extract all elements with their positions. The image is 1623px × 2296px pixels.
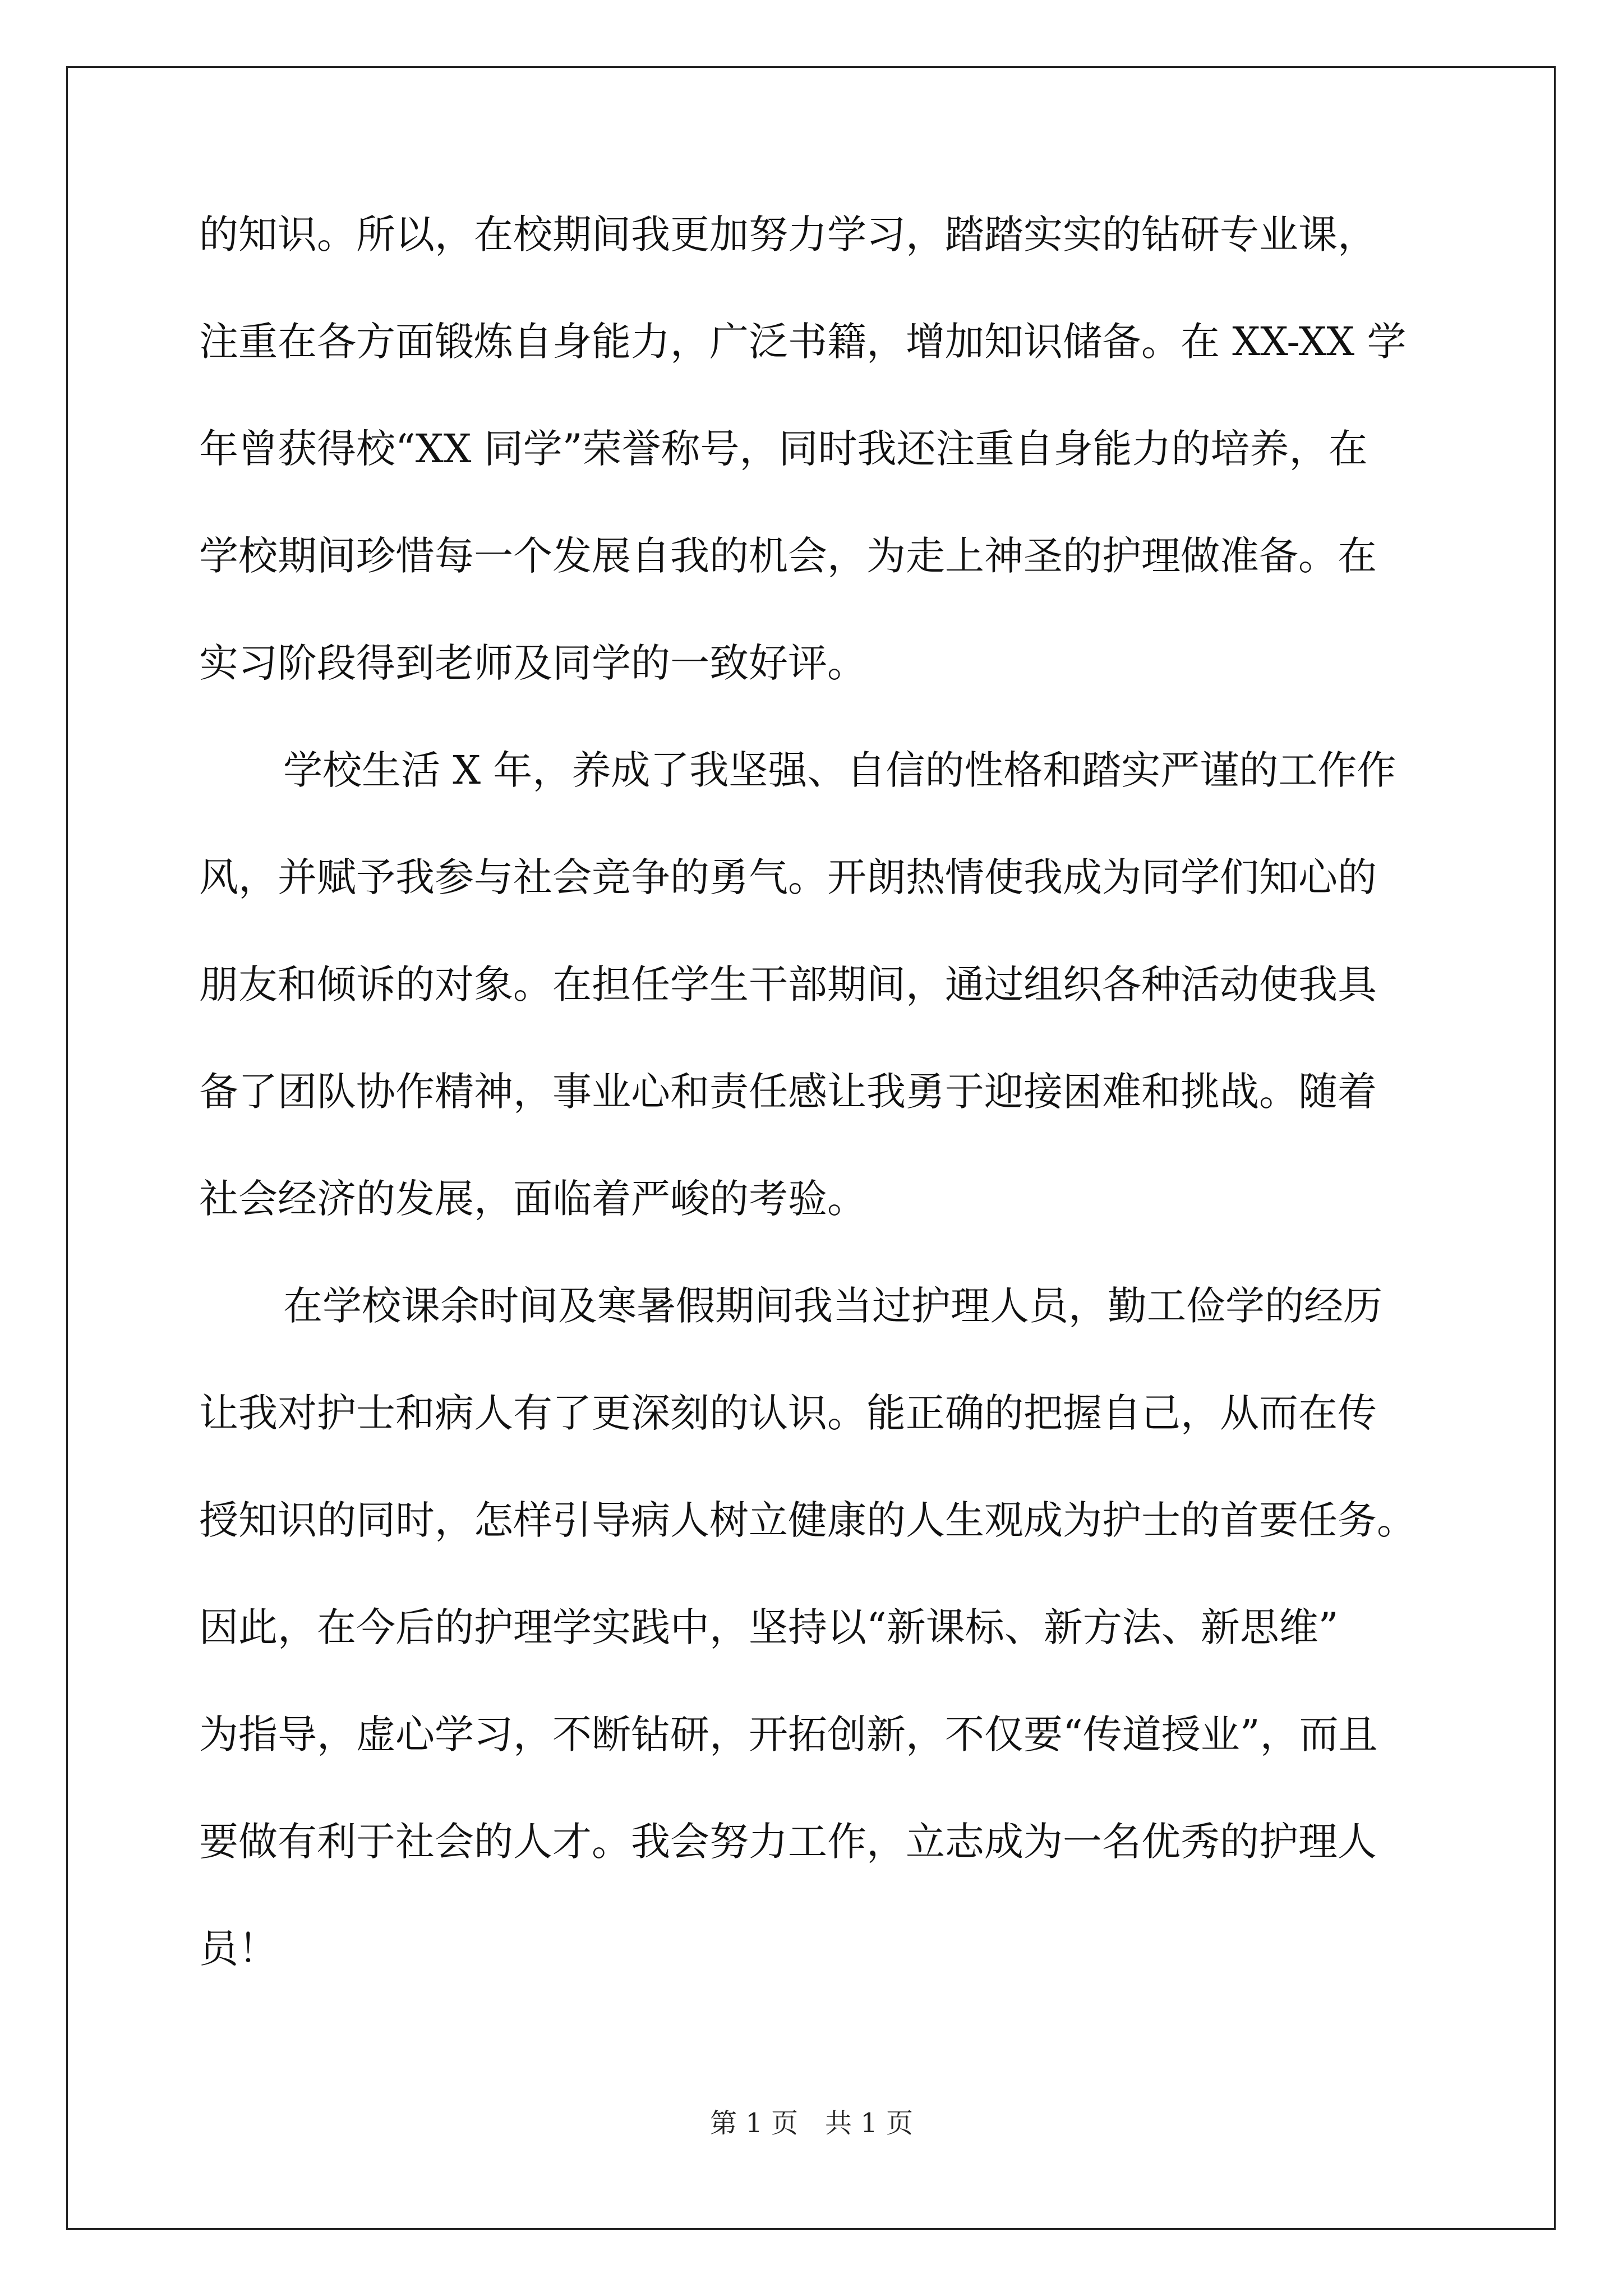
paragraph-1-line-3: 年曾获得校“XX 同学”荣誉称号，同时我还注重自身能力的培养，在: [199, 426, 1368, 472]
paragraph-1-line-4: 学校期间珍惜每一个发展自我的机会，为走上神圣的护理做准备。在: [199, 533, 1377, 579]
paragraph-2-line-3: 朋友和倾诉的对象。在担任学生干部期间，通过组织各种活动使我具: [199, 961, 1377, 1007]
paragraph-2-line-1: 学校生活 X 年，养成了我坚强、自信的性格和踏实严谨的工作作: [283, 747, 1396, 793]
paragraph-3-line-6: 要做有利于社会的人才。我会努力工作，立志成为一名优秀的护理人: [199, 1819, 1377, 1865]
paragraph-1-line-2: 注重在各方面锻炼自身能力，广泛书籍，增加知识储备。在 XX-XX 学: [199, 319, 1407, 365]
paragraph-1-line-5: 实习阶段得到老师及同学的一致好评。: [199, 640, 866, 686]
paragraph-3-line-7: 员！: [199, 1926, 278, 1972]
paragraph-3-line-4: 因此，在今后的护理学实践中，坚持以“新课标、新方法、新思维”: [199, 1604, 1339, 1650]
paragraph-2-line-2: 风，并赋予我参与社会竞争的勇气。开朗热情使我成为同学们知心的: [199, 854, 1377, 900]
paragraph-3-line-1: 在学校课余时间及寒暑假期间我当过护理人员，勤工俭学的经历: [283, 1283, 1382, 1329]
paragraph-2-line-5: 社会经济的发展，面临着严峻的考验。: [199, 1176, 866, 1222]
paragraph-2-line-4: 备了团队协作精神，事业心和责任感让我勇于迎接困难和挑战。随着: [199, 1069, 1377, 1115]
document-body: [199, 208, 1450, 2029]
paragraph-3-line-3: 授知识的同时，怎样引导病人树立健康的人生观成为护士的首要任务。: [199, 1497, 1416, 1543]
paragraph-3-line-2: 让我对护士和病人有了更深刻的认识。能正确的把握自己，从而在传: [199, 1390, 1377, 1436]
paragraph-1-line-1: 的知识。所以，在校期间我更加努力学习，踏踏实实的钻研专业课，: [199, 211, 1377, 257]
paragraph-3-line-5: 为指导，虚心学习，不断钻研，开拓创新，不仅要“传道授业”，而且: [199, 1711, 1378, 1757]
page-number-footer: 第 1 页 共 1 页: [709, 2108, 914, 2139]
